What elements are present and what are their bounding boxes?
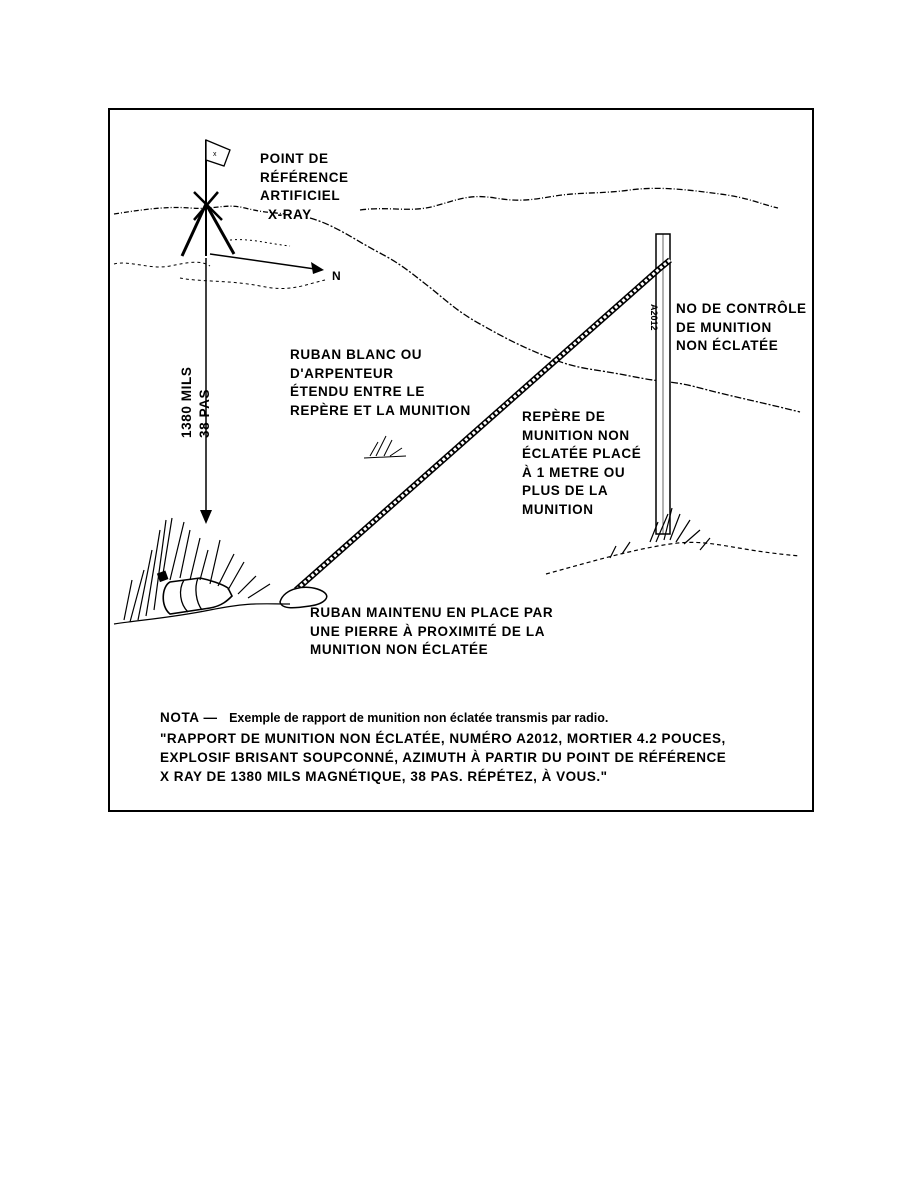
label-line: RUBAN BLANC OU (290, 347, 423, 362)
note-tag: NOTA — (160, 710, 218, 725)
note-line: "RAPPORT DE MUNITION NON ÉCLATÉE, NUMÉRO A2012, MORTIER 4.2 POUCES, (160, 731, 726, 746)
munition-icon (163, 578, 232, 614)
tripod-leg (206, 204, 234, 254)
flag-mark: x (213, 151, 217, 158)
label-line: POINT DE (260, 151, 329, 166)
note-heading (160, 710, 800, 725)
note-line: X RAY DE 1380 MILS MAGNÉTIQUE, 38 PAS. RÉPÉTEZ, À VOUS." (160, 769, 608, 784)
label-line: UNE PIERRE À PROXIMITÉ DE LA (310, 623, 546, 639)
ground-line (114, 262, 210, 267)
label-line: MUNITION NON (522, 427, 630, 443)
label-line: MUNITION NON ÉCLATÉE (310, 642, 489, 657)
label-line: RÉFÉRENCE (260, 169, 349, 185)
control-number-label (676, 300, 807, 356)
grass-tuft-small (364, 436, 406, 458)
stone-label (310, 604, 553, 660)
label-line: PLUS DE LA (522, 483, 609, 498)
label-line: NO DE CONTRÔLE (676, 301, 807, 316)
ground-line (230, 240, 290, 246)
label-line: REPÈRE ET LA MUNITION (290, 402, 471, 418)
label-line: D'ARPENTEUR (290, 365, 394, 381)
label-line: NON ÉCLATÉE (676, 338, 779, 353)
azimuth-arrowhead-icon (200, 510, 212, 524)
figure-frame (108, 108, 814, 812)
label-line: ARTIFICIEL (260, 188, 341, 203)
tape-label (290, 346, 471, 420)
ground-line (180, 278, 325, 288)
note-line: EXPLOSIF BRISANT SOUPCONNÉ, AZIMUTH À PARTIR DU POINT DE RÉFÉRENCE (160, 750, 727, 765)
label-line: À 1 METRE OU (522, 464, 626, 480)
terrain-illustration (110, 110, 812, 810)
label-line: ÉTENDU ENTRE LE (290, 384, 426, 399)
azimuth-label (178, 367, 214, 438)
compass-north: N (332, 269, 341, 283)
note-intro: Exemple de rapport de munition non éclatée transmis par radio. (229, 711, 609, 725)
note-report-text (160, 729, 800, 786)
radio-report-note (160, 710, 800, 786)
label-line: ÉCLATÉE PLACÉ (522, 446, 642, 461)
horizon-right (360, 188, 778, 210)
label-line: 38 PAS (197, 388, 212, 438)
label-line: RUBAN MAINTENU EN PLACE PAR (310, 605, 554, 620)
north-arrow (210, 254, 322, 270)
reference-point-label (260, 150, 349, 224)
label-line: DE MUNITION (676, 319, 772, 335)
label-line: X-RAY (268, 206, 312, 222)
flag-icon (206, 140, 230, 166)
marker-label (522, 408, 641, 519)
north-arrowhead-icon (311, 262, 324, 274)
label-line: REPÈRE DE (522, 409, 606, 424)
stake-number: A2012 (649, 304, 659, 331)
label-line: MUNITION (522, 501, 594, 517)
label-line: 1380 MILS (179, 366, 194, 438)
